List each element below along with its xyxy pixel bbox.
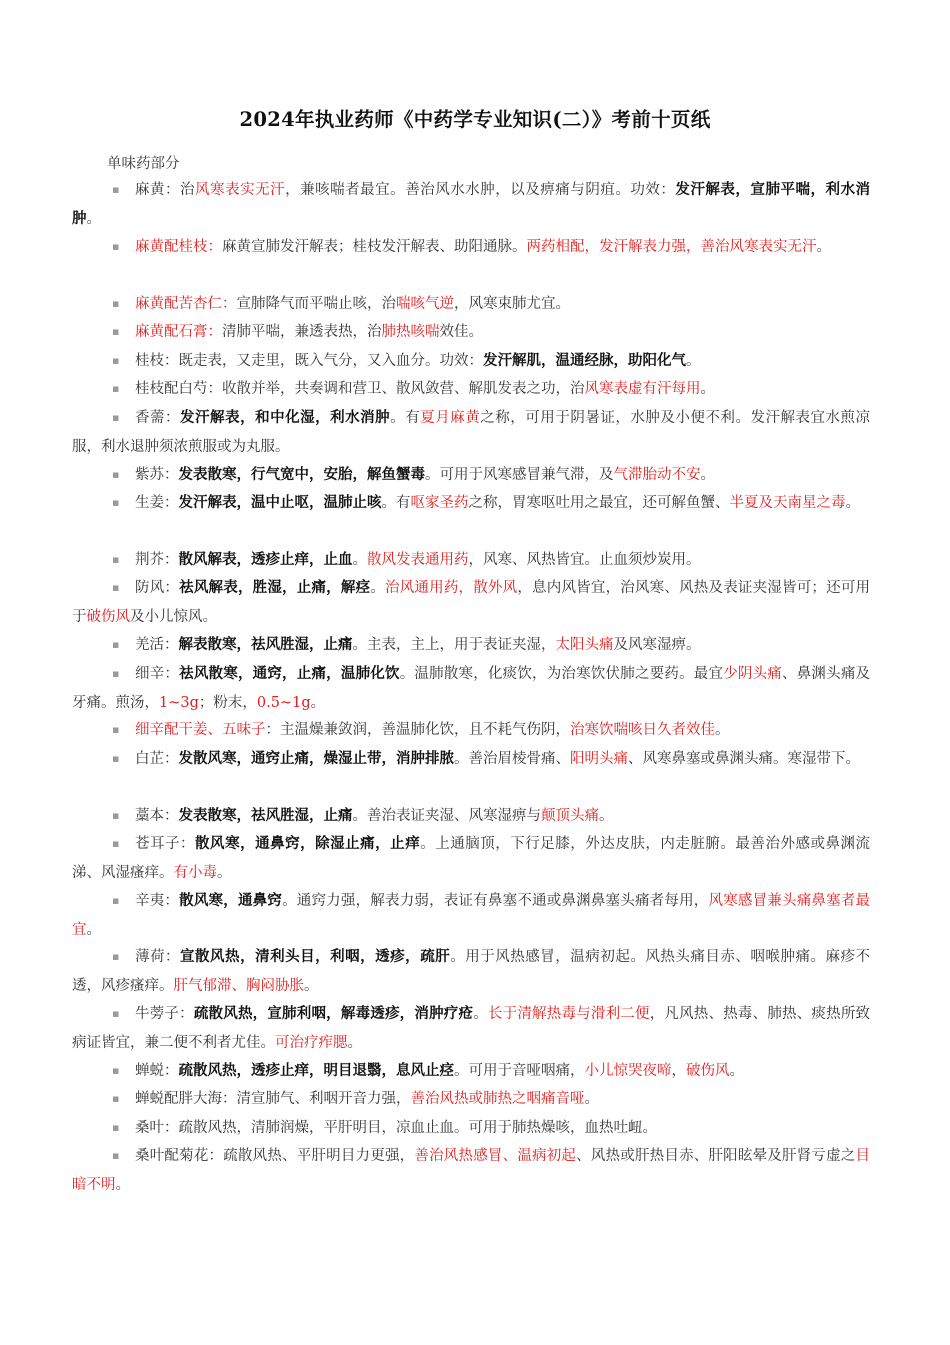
document-title: 2024年执业药师《中药学专业知识(二）》考前十页纸 — [239, 108, 711, 131]
body-text: 。 — [599, 808, 614, 824]
body-text: 蝉蜕： — [135, 1063, 179, 1079]
entry-paragraph — [72, 1057, 870, 1086]
body-text: 效佳。 — [439, 324, 483, 340]
body-text: 桂枝配白芍：收散并举，共奏调和营卫、散风敛营、解肌发表之功，治 — [135, 381, 585, 397]
bold-text: 祛风解表，胜湿，止痛，解痉 — [179, 579, 371, 596]
body-text: 。温肺散寒，化痰饮，为治寒饮伏肺之要药。最宜 — [399, 666, 724, 682]
body-text: ， — [671, 1063, 686, 1079]
body-text: 防风： — [135, 580, 180, 596]
body-text: 桑叶配菊花：疏散风热、平肝明目力更强， — [135, 1148, 415, 1164]
bullet-icon: ▪ — [112, 1064, 120, 1077]
body-text: 。 — [304, 977, 319, 994]
body-text: 紫苏： — [135, 467, 179, 483]
entry-paragraph — [72, 943, 870, 1000]
highlight-text: 麻黄配桂枝： — [135, 239, 222, 255]
entry-paragraph — [72, 1114, 870, 1143]
body-text: 。 — [310, 694, 326, 711]
bold-text: 散风寒，通鼻窍，除湿止痛，止痒 — [195, 835, 421, 852]
highlight-text: 0.5~1g — [256, 694, 311, 711]
entry-paragraph — [72, 660, 870, 717]
bold-text: 发汗解肌，温通经脉，助阳化气 — [483, 352, 686, 369]
body-text: 桂枝：既走表，又走里，既入气分，又入血分。功效： — [135, 353, 483, 369]
entry-paragraph — [72, 1085, 870, 1114]
highlight-text: 两药相配，发汗解表力强，善治风寒表实无汗 — [526, 239, 817, 255]
body-text: 。 — [729, 1063, 744, 1079]
body-text: 香薷： — [135, 410, 181, 426]
bullet-icon: ▪ — [112, 325, 120, 338]
body-text: ，凡风热、热毒、肺热、痰热所致病证皆宜，兼二便不利者尤佳。 — [72, 1006, 871, 1051]
highlight-text: 麻黄配苦杏仁： — [135, 296, 237, 312]
body-text: ：主温燥兼敛润，善温肺化饮，且不耗气伤阴， — [265, 722, 570, 738]
body-text: 。 — [584, 1091, 599, 1107]
body-text: 宣肺降气而平喘止咳，治 — [236, 296, 396, 312]
entry-paragraph — [72, 290, 870, 319]
bold-text: 散风解表，透疹止痒，止血 — [178, 551, 353, 568]
bold-text: 疏散风热，宣肺利咽，解毒透疹，消肿疗疮 — [193, 1005, 474, 1022]
bold-text: 解表散寒，祛风胜湿，止痛 — [178, 636, 353, 653]
body-text: 。主表，主上，用于表证夹湿， — [352, 637, 556, 653]
highlight-text: 夏月麻黄 — [420, 410, 481, 426]
body-text: 麻黄宣肺发汗解表；桂枝发汗解表、助阳通脉。 — [222, 239, 527, 255]
body-text: 牛蒡子： — [135, 1006, 194, 1022]
highlight-text: 半夏及天南星之毒 — [729, 495, 846, 511]
body-text: 。 — [86, 210, 101, 227]
highlight-text: 麻黄配石膏： — [135, 324, 222, 340]
body-text: 藁本： — [135, 808, 179, 824]
bullet-icon: ▪ — [112, 297, 120, 310]
body-text: 细辛： — [135, 666, 180, 682]
highlight-text: 1~3g — [159, 694, 199, 711]
body-text: ，息内风皆宜，治风寒、风热及表证夹湿皆可；还可用于 — [72, 580, 871, 625]
body-text: 。 — [686, 353, 701, 369]
entry-paragraph — [72, 375, 870, 404]
body-text: 。可用于风寒感冒兼气滞，及 — [425, 467, 614, 483]
highlight-text: 风寒感冒兼头痛鼻塞者最宜 — [72, 893, 871, 938]
bullet-icon: ▪ — [112, 354, 120, 367]
body-text: 蝉蜕配胖大海：清宣肺气、利咽开音力强， — [135, 1091, 411, 1107]
bullet-icon: ▪ — [112, 1121, 120, 1134]
body-text: 及小儿惊风。 — [130, 608, 217, 625]
bullet-icon: ▪ — [112, 723, 120, 736]
body-text: 及风寒湿痹。 — [613, 637, 701, 653]
highlight-text: 呕家圣药 — [410, 495, 469, 511]
highlight-text: 破伤风 — [86, 608, 130, 625]
body-text: 。 — [217, 864, 232, 881]
body-text: ，风寒束肺尤宜。 — [454, 296, 570, 312]
body-text: 。善治眉棱骨痛、 — [454, 751, 570, 767]
body-text: 。有 — [381, 495, 411, 511]
body-text: 。 — [816, 239, 831, 255]
bullet-icon: ▪ — [112, 382, 120, 395]
body-text: 。通窍力强，解表力弱，表证有鼻塞不通或鼻渊鼻塞头痛者每用， — [282, 893, 709, 909]
highlight-text: 小儿惊哭夜啼 — [584, 1063, 672, 1079]
entry-paragraph — [72, 631, 870, 660]
body-text: 桑叶：疏散风热，清肺润燥，平肝明目，凉血止血。可用于肺热燥咳，血热吐衄。 — [135, 1120, 657, 1136]
bullet-icon: ▪ — [112, 496, 120, 509]
bold-text: 发散风寒，通窍止痛，燥湿止带，消肿排脓 — [178, 750, 454, 767]
body-text: 、鼻渊头痛及牙痛。煎汤， — [72, 666, 871, 711]
highlight-text: 目暗不明 — [72, 1148, 871, 1193]
body-text: 白芷： — [135, 751, 179, 767]
entry-paragraph — [72, 176, 870, 233]
entry-paragraph — [72, 489, 870, 518]
bold-text: 散风寒，通鼻窍 — [179, 892, 283, 909]
body-text: 。有 — [390, 410, 421, 426]
entry-paragraph — [72, 887, 870, 944]
highlight-text: 风寒表虚有汗每用 — [584, 381, 701, 397]
bold-text: 发汗解表，宣肺平喘，利水消肿 — [72, 181, 871, 227]
highlight-text: 风寒表实无汗 — [195, 182, 286, 198]
body-text: 、风寒鼻塞或鼻渊头痛。寒湿带下。 — [628, 751, 860, 767]
bullet-icon: ▪ — [112, 1092, 120, 1105]
highlight-text: 肺热咳喘 — [381, 324, 440, 340]
bold-text: 疏散风热，透疹止痒，明目退翳，息风止痉 — [178, 1062, 454, 1079]
bullet-icon: ▪ — [112, 809, 120, 822]
body-text: 苍耳子： — [135, 836, 196, 852]
highlight-text: 太阳头痛 — [555, 637, 614, 653]
entry-paragraph — [72, 347, 870, 376]
body-text: 麻黄：治 — [135, 182, 196, 198]
highlight-text: 散风发表通用药 — [367, 552, 469, 568]
body-text: 。用于风热感冒，温病初起。风热头痛目赤、咽喉肿痛。麻疹不透，风疹瘙痒。 — [72, 949, 870, 994]
entry-paragraph — [72, 1000, 870, 1057]
highlight-text: 善治风热感冒、温病初起 — [414, 1148, 577, 1164]
highlight-text: 治寒饮喘咳日久者效佳 — [570, 722, 715, 738]
entry-paragraph — [72, 830, 870, 887]
highlight-text: 有小毒 — [173, 864, 217, 881]
highlight-text: 肝气郁滞、胸闷胁胀 — [173, 977, 304, 994]
bullet-icon: ▪ — [112, 638, 120, 651]
highlight-text: 阳明头痛 — [570, 751, 628, 767]
body-text: ；粉末， — [198, 694, 257, 711]
highlight-text: 可治疗痄腮 — [275, 1034, 348, 1051]
body-text: 。 — [700, 381, 715, 397]
highlight-text: 长于清解热毒与滑利二便 — [487, 1006, 650, 1022]
body-text: ，风寒、风热皆宜。止血须炒炭用。 — [468, 552, 701, 568]
entry-paragraph — [72, 404, 870, 461]
highlight-text: 喘咳气逆 — [396, 296, 454, 312]
entry-paragraph — [72, 745, 870, 774]
body-text: 薄荷： — [135, 949, 181, 965]
bullet-icon: ▪ — [112, 1007, 120, 1020]
bullet-icon: ▪ — [112, 553, 120, 566]
highlight-text: 气滞胎动不安 — [613, 467, 701, 483]
highlight-text: 颠顶头痛 — [541, 808, 599, 824]
body-text: 辛夷： — [135, 893, 180, 909]
bullet-icon: ▪ — [112, 1149, 120, 1162]
body-text: 。 — [86, 921, 101, 938]
entry-paragraph — [72, 574, 870, 631]
body-text: 。 — [370, 580, 385, 596]
highlight-text: 治风通用药，散外风 — [385, 580, 518, 596]
bold-text: 宣散风热，清利头目，利咽，透疹，疏肝 — [180, 948, 451, 965]
body-text: 生姜： — [135, 495, 179, 511]
body-text: 。善治表证夹湿、风寒湿痹与 — [352, 808, 541, 824]
bold-text: 发表散寒，祛风胜湿，止痛 — [178, 807, 353, 824]
entry-paragraph — [72, 461, 870, 490]
bullet-icon: ▪ — [112, 183, 120, 196]
highlight-text: 细辛配干姜、五味子 — [135, 722, 266, 738]
body-text: 。上通脑顶，下行足膝，外达皮肤，内走脏腑。最善治外感或鼻渊流涕、风湿瘙痒。 — [72, 836, 871, 881]
bullet-icon: ▪ — [112, 837, 120, 850]
body-text: 。 — [845, 495, 860, 511]
bullet-icon: ▪ — [112, 468, 120, 481]
body-text: 羌活： — [135, 637, 179, 653]
entry-paragraph — [72, 318, 870, 347]
body-text: 之称，胃寒呕吐用之最宜，还可解鱼蟹、 — [468, 495, 730, 511]
bullet-icon: ▪ — [112, 581, 120, 594]
highlight-text: 少阴头痛 — [723, 666, 783, 682]
entry-paragraph — [72, 716, 870, 745]
body-text: 之称，可用于阴暑证，水肿及小便不利。发汗解表宜水煎凉服，利水退肿须浓煎服或为丸服。 — [72, 410, 871, 455]
body-text: 清肺平喘，兼透表热，治 — [222, 324, 382, 340]
bullet-icon: ▪ — [112, 667, 120, 680]
body-text: ，兼咳喘者最宜。善治风水水肿，以及痹痛与阴疽。功效： — [285, 182, 676, 198]
body-text: 。 — [715, 722, 730, 738]
entry-paragraph — [72, 802, 870, 831]
bullet-icon: ▪ — [112, 411, 120, 424]
bullet-icon: ▪ — [112, 950, 120, 963]
body-text: 、风热或肝热目赤、肝阳眩晕及肝肾亏虚之 — [576, 1148, 856, 1164]
bold-text: 祛风散寒，通窍，止痛，温肺化饮 — [179, 665, 400, 682]
bullet-icon: ▪ — [112, 240, 120, 253]
bullet-icon: ▪ — [112, 752, 120, 765]
section-label: 单味药部分 — [107, 156, 180, 172]
bold-text: 发表散寒，行气宽中，安胎，解鱼蟹毒 — [178, 466, 425, 483]
entry-paragraph — [72, 546, 870, 575]
body-text: 。 — [347, 1034, 362, 1051]
body-text: 。 — [352, 552, 367, 568]
entry-paragraph — [72, 1142, 870, 1199]
highlight-text: 破伤风 — [686, 1063, 730, 1079]
bold-text: 发汗解表，和中化湿，利水消肿 — [180, 409, 391, 426]
bold-text: 发汗解表，温中止呕，温肺止咳 — [178, 494, 382, 511]
body-text: 荆芥： — [135, 552, 179, 568]
body-text: 。可用于音哑咽痛， — [454, 1063, 585, 1079]
bullet-icon: ▪ — [112, 894, 120, 907]
body-text: 。 — [115, 1176, 130, 1193]
entry-paragraph — [72, 233, 870, 262]
highlight-text: 善治风热或肺热之咽痛音哑 — [410, 1091, 585, 1107]
body-text: 。 — [700, 467, 715, 483]
body-text: 。 — [473, 1006, 488, 1022]
